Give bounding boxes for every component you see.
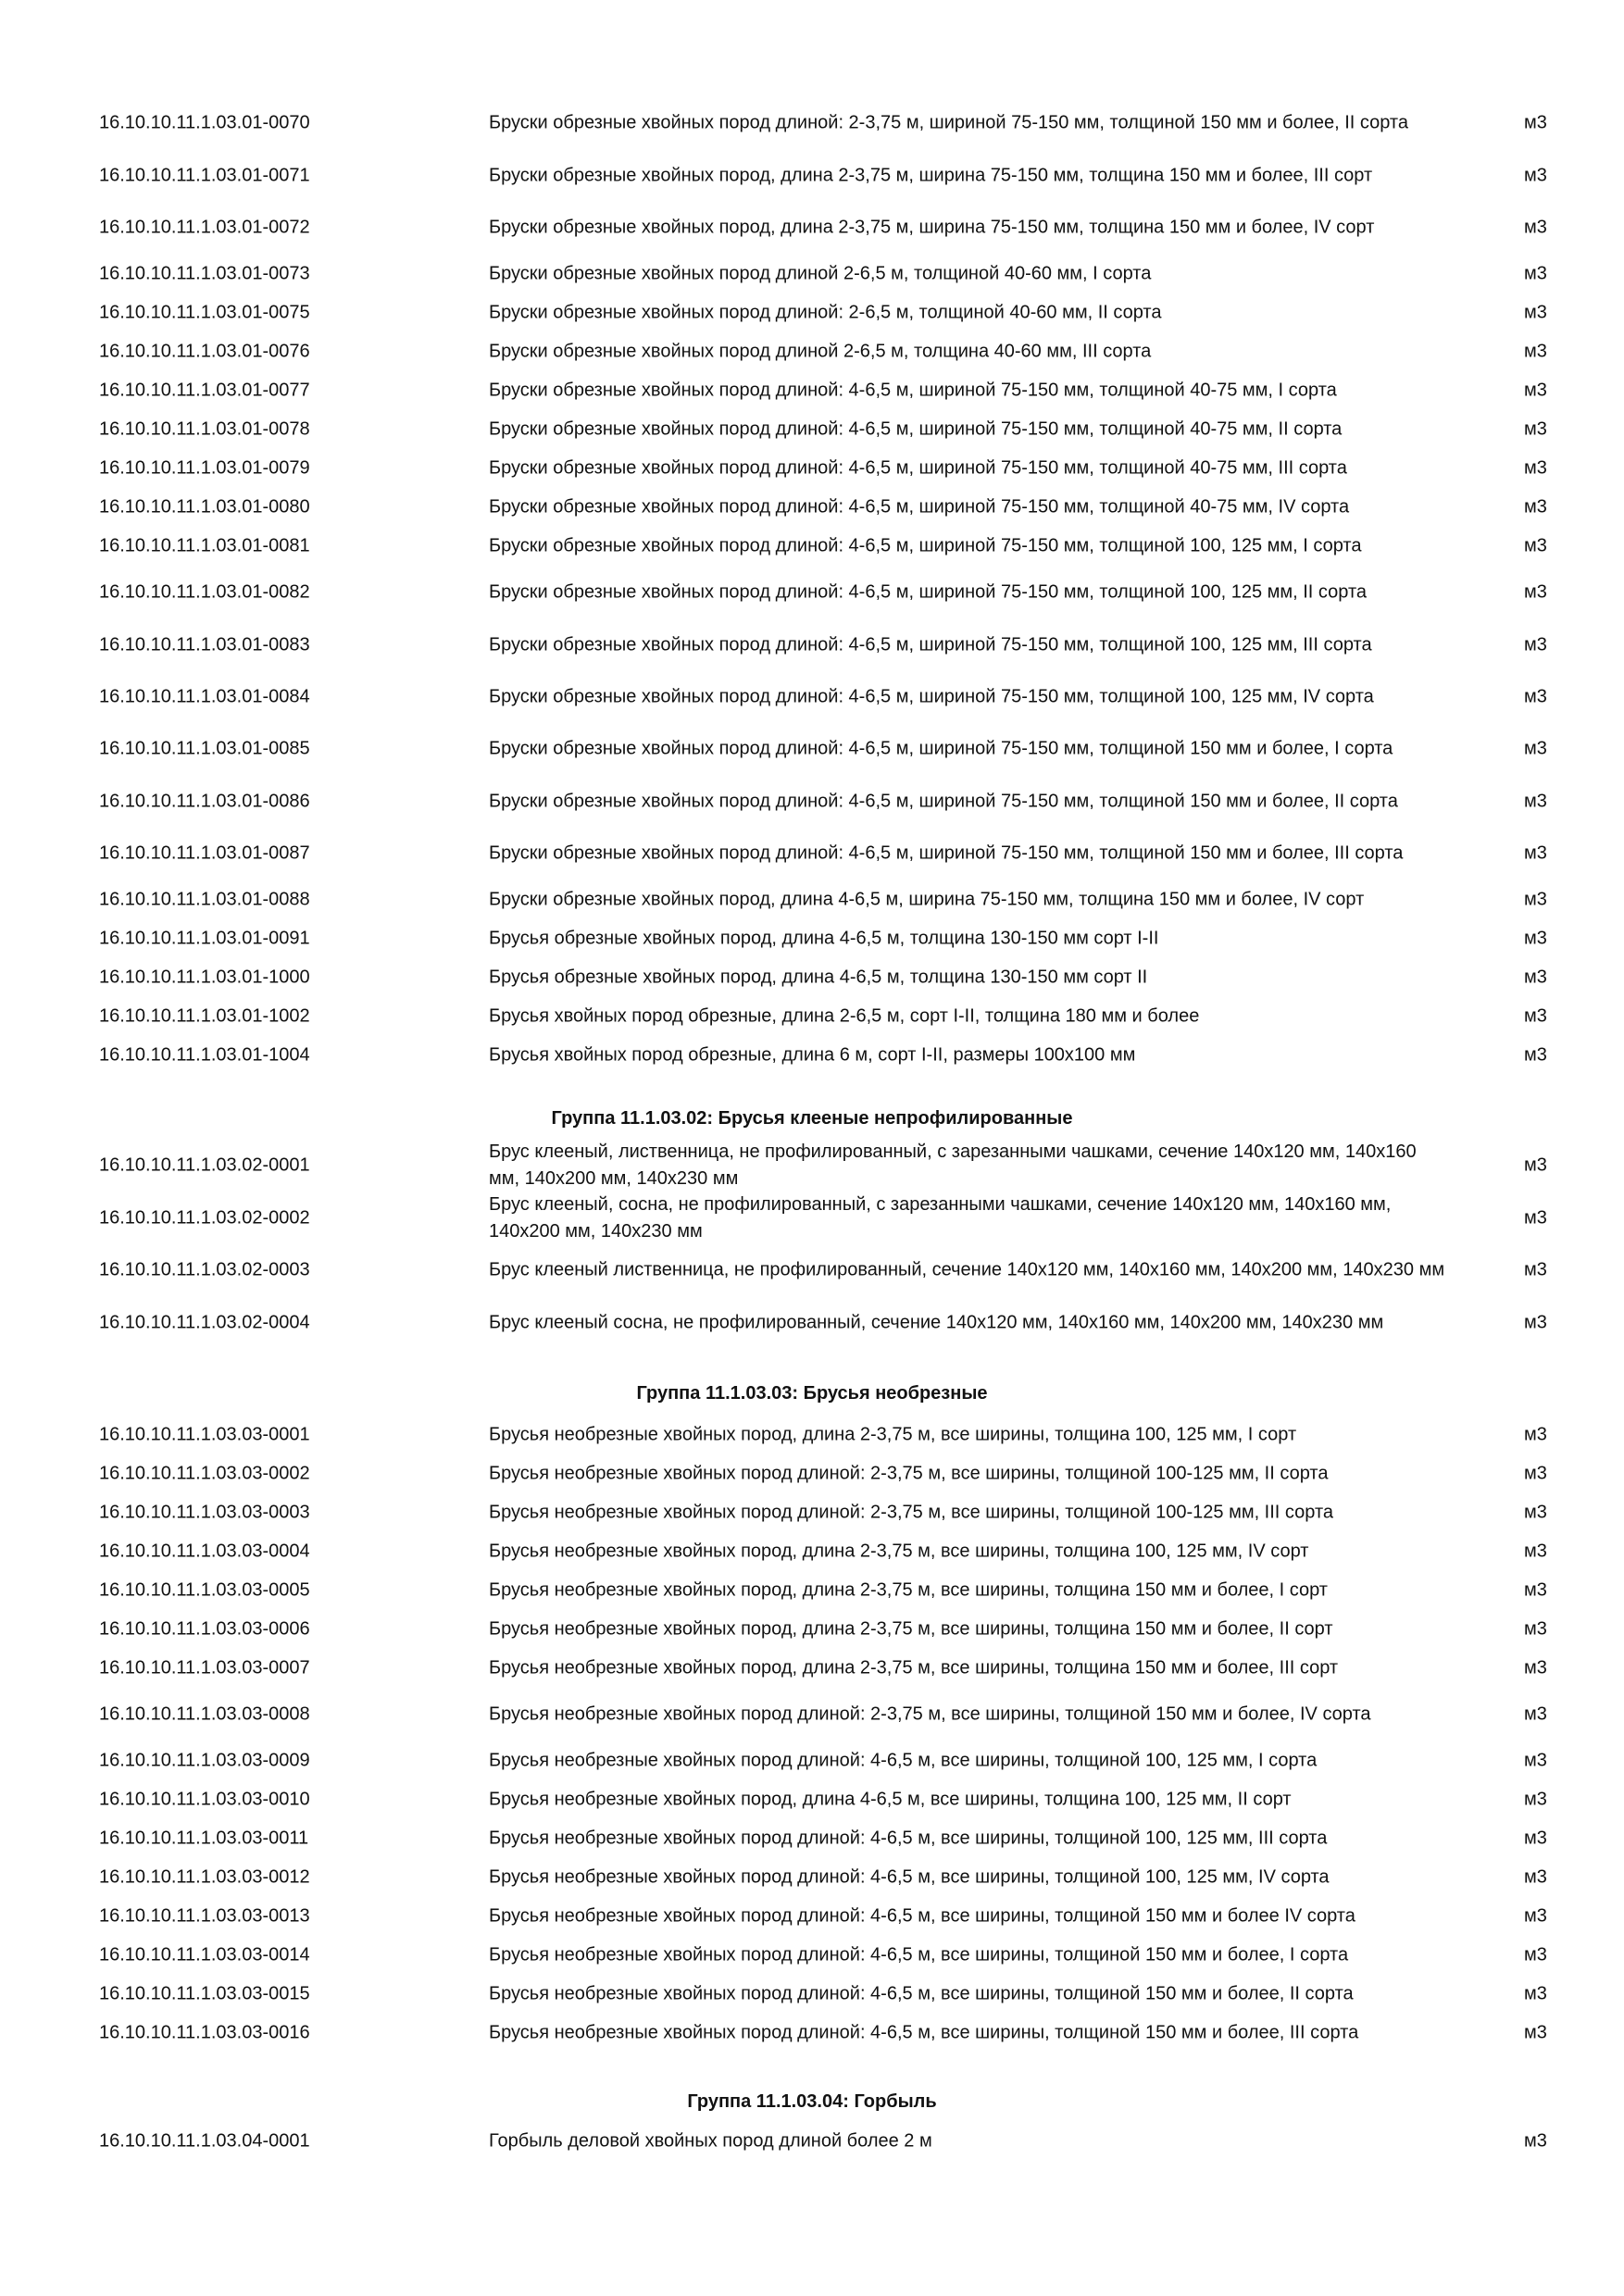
row-code: 16.10.10.11.1.03.03-0014 bbox=[99, 1944, 310, 1965]
row-unit: м3 bbox=[1524, 1983, 1547, 2004]
row-unit: м3 bbox=[1524, 928, 1547, 949]
row-description: Брусья необрезные хвойных пород длиной: 4-6,5 м, все ширины, толщиной 100, 125 мм, IV сорта bbox=[489, 1866, 1330, 1888]
row-description: Бруски обрезные хвойных пород длиной: 2-6,5 м, толщиной 40-60 мм, II сорта bbox=[489, 302, 1162, 323]
row-description: Брусья необрезные хвойных пород длиной: 2-3,75 м, все ширины, толщиной 150 мм и более, IV сорта bbox=[489, 1703, 1371, 1725]
table-row bbox=[0, 1138, 1624, 1193]
row-unit: м3 bbox=[1524, 341, 1547, 362]
row-unit: м3 bbox=[1524, 1154, 1547, 1176]
row-unit: м3 bbox=[1524, 2130, 1547, 2152]
row-unit: м3 bbox=[1524, 842, 1547, 864]
row-code: 16.10.10.11.1.03.01-0070 bbox=[99, 112, 310, 133]
row-code: 16.10.10.11.1.03.01-1000 bbox=[99, 967, 310, 988]
row-description: Брусья необрезные хвойных пород, длина 4-6,5 м, все ширины, толщина 100, 125 мм, II сорт bbox=[489, 1789, 1292, 1810]
row-code: 16.10.10.11.1.03.03-0002 bbox=[99, 1463, 310, 1484]
row-code: 16.10.10.11.1.03.03-0008 bbox=[99, 1703, 310, 1725]
table-row bbox=[0, 2114, 1624, 2169]
row-code: 16.10.10.11.1.03.01-0085 bbox=[99, 738, 310, 759]
row-unit: м3 bbox=[1524, 1866, 1547, 1888]
row-code: 16.10.10.11.1.03.03-0003 bbox=[99, 1502, 310, 1523]
row-code: 16.10.10.11.1.03.03-0006 bbox=[99, 1618, 310, 1640]
row-code: 16.10.10.11.1.03.01-0082 bbox=[99, 581, 310, 603]
row-unit: м3 bbox=[1524, 1044, 1547, 1066]
row-unit: м3 bbox=[1524, 791, 1547, 812]
row-code: 16.10.10.11.1.03.03-0011 bbox=[99, 1828, 309, 1849]
row-description: Брусья необрезные хвойных пород, длина 2-3,75 м, все ширины, толщина 150 мм и более, III сорт bbox=[489, 1657, 1339, 1678]
table-row bbox=[0, 669, 1624, 725]
table-row bbox=[0, 95, 1624, 151]
table-row bbox=[0, 1191, 1624, 1246]
row-code: 16.10.10.11.1.03.01-0081 bbox=[99, 535, 310, 556]
row-code: 16.10.10.11.1.03.01-0077 bbox=[99, 380, 310, 401]
row-unit: м3 bbox=[1524, 581, 1547, 603]
row-description: Брусья необрезные хвойных пород длиной: 4-6,5 м, все ширины, толщиной 150 мм и более, II сорта bbox=[489, 1983, 1354, 2004]
row-description: Бруски обрезные хвойных пород длиной: 4-6,5 м, шириной 75-150 мм, толщиной 40-75 мм, IV сорта bbox=[489, 496, 1350, 518]
row-code: 16.10.10.11.1.03.03-0001 bbox=[99, 1424, 310, 1445]
table-row bbox=[0, 148, 1624, 204]
row-code: 16.10.10.11.1.03.01-1004 bbox=[99, 1044, 310, 1066]
row-description: Бруски обрезные хвойных пород длиной 2-6,5 м, толщиной 40-60 мм, I сорта bbox=[489, 263, 1152, 284]
row-code: 16.10.10.11.1.03.03-0009 bbox=[99, 1750, 310, 1771]
row-unit: м3 bbox=[1524, 535, 1547, 556]
table-row bbox=[0, 721, 1624, 777]
row-unit: м3 bbox=[1524, 380, 1547, 401]
row-description: Бруски обрезные хвойных пород длиной: 2-3,75 м, шириной 75-150 мм, толщиной 150 мм и более, II сорта bbox=[489, 112, 1408, 133]
row-code: 16.10.10.11.1.03.03-0010 bbox=[99, 1789, 310, 1810]
row-description: Брусья необрезные хвойных пород длиной: 2-3,75 м, все ширины, толщиной 100-125 мм, III сорта bbox=[489, 1502, 1334, 1523]
row-description: Бруски обрезные хвойных пород длиной: 4-6,5 м, шириной 75-150 мм, толщиной 100, 125 мм, I сорта bbox=[489, 535, 1362, 556]
row-description: Брусья необрезные хвойных пород, длина 2-3,75 м, все ширины, толщина 150 мм и более, I сорт bbox=[489, 1579, 1328, 1601]
row-code: 16.10.10.11.1.03.03-0016 bbox=[99, 2022, 310, 2043]
row-unit: м3 bbox=[1524, 1618, 1547, 1640]
row-unit: м3 bbox=[1524, 496, 1547, 518]
row-description: Бруски обрезные хвойных пород длиной 2-6,5 м, толщина 40-60 мм, III сорта bbox=[489, 341, 1152, 362]
row-code: 16.10.10.11.1.03.01-0072 bbox=[99, 217, 310, 238]
row-description: Бруски обрезные хвойных пород, длина 4-6,5 м, ширина 75-150 мм, толщина 150 мм и более, IV сорт bbox=[489, 889, 1365, 910]
row-code: 16.10.10.11.1.03.01-0088 bbox=[99, 889, 310, 910]
row-code: 16.10.10.11.1.03.01-0086 bbox=[99, 791, 310, 812]
row-code: 16.10.10.11.1.03.01-0075 bbox=[99, 302, 310, 323]
table-row bbox=[0, 565, 1624, 620]
row-unit: м3 bbox=[1524, 165, 1547, 186]
table-row bbox=[0, 1028, 1624, 1083]
row-unit: м3 bbox=[1524, 457, 1547, 479]
row-unit: м3 bbox=[1524, 1463, 1547, 1484]
row-code: 16.10.10.11.1.03.01-0087 bbox=[99, 842, 310, 864]
row-unit: м3 bbox=[1524, 1944, 1547, 1965]
row-unit: м3 bbox=[1524, 1207, 1547, 1229]
row-code: 16.10.10.11.1.03.03-0013 bbox=[99, 1905, 310, 1927]
row-description: Бруски обрезные хвойных пород длиной: 4-6,5 м, шириной 75-150 мм, толщиной 40-75 мм, II сорта bbox=[489, 418, 1343, 440]
row-code: 16.10.10.11.1.03.01-0080 bbox=[99, 496, 310, 518]
row-unit: м3 bbox=[1524, 634, 1547, 655]
row-unit: м3 bbox=[1524, 1541, 1547, 1562]
row-code: 16.10.10.11.1.03.01-1002 bbox=[99, 1005, 310, 1027]
row-code: 16.10.10.11.1.03.01-0083 bbox=[99, 634, 310, 655]
row-description: Брусья необрезные хвойных пород длиной: 4-6,5 м, все ширины, толщиной 100, 125 мм, I сорта bbox=[489, 1750, 1318, 1771]
row-description: Бруски обрезные хвойных пород длиной: 4-6,5 м, шириной 75-150 мм, толщиной 100, 125 мм, III сорта bbox=[489, 634, 1372, 655]
row-code: 16.10.10.11.1.03.01-0084 bbox=[99, 686, 310, 707]
row-description: Брусья хвойных пород обрезные, длина 2-6,5 м, сорт I-II, толщина 180 мм и более bbox=[489, 1005, 1200, 1027]
row-code: 16.10.10.11.1.03.01-0079 bbox=[99, 457, 310, 479]
row-code: 16.10.10.11.1.03.04-0001 bbox=[99, 2130, 310, 2152]
row-unit: м3 bbox=[1524, 1789, 1547, 1810]
row-description: Бруски обрезные хвойных пород, длина 2-3,75 м, ширина 75-150 мм, толщина 150 мм и более, III сорт bbox=[489, 165, 1373, 186]
row-code: 16.10.10.11.1.03.02-0003 bbox=[99, 1259, 310, 1280]
table-row bbox=[0, 774, 1624, 830]
row-code: 16.10.10.11.1.03.02-0004 bbox=[99, 1312, 310, 1333]
table-row bbox=[0, 2005, 1624, 2061]
row-unit: м3 bbox=[1524, 1657, 1547, 1678]
row-unit: м3 bbox=[1524, 967, 1547, 988]
row-description: Бруски обрезные хвойных пород длиной: 4-6,5 м, шириной 75-150 мм, толщиной 40-75 мм, I сорта bbox=[489, 380, 1337, 401]
row-description: Брусья обрезные хвойных пород, длина 4-6,5 м, толщина 130-150 мм сорт II bbox=[489, 967, 1148, 988]
row-description: Брусья необрезные хвойных пород, длина 2-3,75 м, все ширины, толщина 100, 125 мм, I сорт bbox=[489, 1424, 1297, 1445]
row-unit: м3 bbox=[1524, 2022, 1547, 2043]
row-description: Брусья необрезные хвойных пород длиной: 4-6,5 м, все ширины, толщиной 150 мм и более, I сорта bbox=[489, 1944, 1349, 1965]
row-code: 16.10.10.11.1.03.01-0091 bbox=[99, 928, 310, 949]
row-unit: м3 bbox=[1524, 686, 1547, 707]
row-description: Брусья хвойных пород обрезные, длина 6 м, сорт I-II, размеры 100х100 мм bbox=[489, 1044, 1136, 1066]
row-description: Брусья необрезные хвойных пород длиной: 4-6,5 м, все ширины, толщиной 150 мм и более, III сорта bbox=[489, 2022, 1359, 2043]
row-unit: м3 bbox=[1524, 1312, 1547, 1333]
group-heading: Группа 11.1.03.02: Брусья клееные непрофилированные bbox=[551, 1108, 1073, 1129]
row-code: 16.10.10.11.1.03.03-0012 bbox=[99, 1866, 310, 1888]
row-unit: м3 bbox=[1524, 112, 1547, 133]
row-unit: м3 bbox=[1524, 1905, 1547, 1927]
row-unit: м3 bbox=[1524, 1502, 1547, 1523]
row-description: Брусья обрезные хвойных пород, длина 4-6,5 м, толщина 130-150 мм сорт I-II bbox=[489, 928, 1159, 949]
row-unit: м3 bbox=[1524, 1703, 1547, 1725]
row-code: 16.10.10.11.1.03.01-0076 bbox=[99, 341, 310, 362]
row-unit: м3 bbox=[1524, 889, 1547, 910]
row-unit: м3 bbox=[1524, 263, 1547, 284]
group-heading: Группа 11.1.03.03: Брусья необрезные bbox=[636, 1383, 988, 1404]
row-code: 16.10.10.11.1.03.01-0078 bbox=[99, 418, 310, 440]
row-description: Бруски обрезные хвойных пород длиной: 4-6,5 м, шириной 75-150 мм, толщиной 150 мм и более, II сорта bbox=[489, 791, 1398, 812]
row-code: 16.10.10.11.1.03.01-0073 bbox=[99, 263, 310, 284]
row-description: Брусья необрезные хвойных пород длиной: 2-3,75 м, все ширины, толщиной 100-125 мм, II сорта bbox=[489, 1463, 1329, 1484]
row-code: 16.10.10.11.1.03.02-0002 bbox=[99, 1207, 310, 1229]
row-description: Бруски обрезные хвойных пород длиной: 4-6,5 м, шириной 75-150 мм, толщиной 40-75 мм, III сорта bbox=[489, 457, 1347, 479]
row-unit: м3 bbox=[1524, 1259, 1547, 1280]
row-code: 16.10.10.11.1.03.02-0001 bbox=[99, 1154, 310, 1176]
row-unit: м3 bbox=[1524, 418, 1547, 440]
row-description: Брус клееный сосна, не профилированный, сечение 140х120 мм, 140х160 мм, 140х200 мм, 140х230 мм bbox=[489, 1312, 1384, 1333]
row-description: Бруски обрезные хвойных пород, длина 2-3,75 м, ширина 75-150 мм, толщина 150 мм и более, IV сорт bbox=[489, 217, 1375, 238]
row-description: Бруски обрезные хвойных пород длиной: 4-6,5 м, шириной 75-150 мм, толщиной 100, 125 мм, IV сорта bbox=[489, 686, 1374, 707]
row-description: Брус клееный лиственница, не профилированный, сечение 140х120 мм, 140х160 мм, 140х200 мм, 140х230 мм bbox=[489, 1259, 1445, 1280]
row-description: Брусья необрезные хвойных пород, длина 2-3,75 м, все ширины, толщина 150 мм и более, II сорт bbox=[489, 1618, 1333, 1640]
row-unit: м3 bbox=[1524, 302, 1547, 323]
row-unit: м3 bbox=[1524, 1750, 1547, 1771]
row-description: Брусья необрезные хвойных пород длиной: 4-6,5 м, все ширины, толщиной 150 мм и более IV сорта bbox=[489, 1905, 1355, 1927]
row-description: Бруски обрезные хвойных пород длиной: 4-6,5 м, шириной 75-150 мм, толщиной 150 мм и более, I сорта bbox=[489, 738, 1393, 759]
table-row bbox=[0, 618, 1624, 673]
row-description: Брус клееный, сосна, не профилированный, с зарезанными чашками, сечение 140х120 мм, 140х160 мм, 140х200 мм, 140х230 мм bbox=[489, 1194, 1392, 1242]
row-unit: м3 bbox=[1524, 1579, 1547, 1601]
row-description: Брусья необрезные хвойных пород, длина 2-3,75 м, все ширины, толщина 100, 125 мм, IV сорт bbox=[489, 1541, 1309, 1562]
row-unit: м3 bbox=[1524, 217, 1547, 238]
row-code: 16.10.10.11.1.03.03-0007 bbox=[99, 1657, 310, 1678]
row-code: 16.10.10.11.1.03.03-0005 bbox=[99, 1579, 310, 1601]
row-description: Брус клееный, лиственница, не профилированный, с зарезанными чашками, сечение 140х120 мм, 140х160 мм, 140х200 мм, 140х230 мм bbox=[489, 1142, 1417, 1189]
row-unit: м3 bbox=[1524, 1005, 1547, 1027]
group-heading: Группа 11.1.03.04: Горбыль bbox=[687, 2091, 937, 2112]
row-code: 16.10.10.11.1.03.03-0015 bbox=[99, 1983, 310, 2004]
row-unit: м3 bbox=[1524, 1828, 1547, 1849]
row-description: Брусья необрезные хвойных пород длиной: 4-6,5 м, все ширины, толщиной 100, 125 мм, III сорта bbox=[489, 1828, 1328, 1849]
row-unit: м3 bbox=[1524, 1424, 1547, 1445]
table-row bbox=[0, 1295, 1624, 1351]
row-description: Бруски обрезные хвойных пород длиной: 4-6,5 м, шириной 75-150 мм, толщиной 100, 125 мм, II сорта bbox=[489, 581, 1368, 603]
row-description: Бруски обрезные хвойных пород длиной: 4-6,5 м, шириной 75-150 мм, толщиной 150 мм и более, III сорта bbox=[489, 842, 1404, 864]
row-unit: м3 bbox=[1524, 738, 1547, 759]
row-code: 16.10.10.11.1.03.03-0004 bbox=[99, 1541, 310, 1562]
table-row bbox=[0, 1242, 1624, 1298]
row-code: 16.10.10.11.1.03.01-0071 bbox=[99, 165, 310, 186]
row-description: Горбыль деловой хвойных пород длиной более 2 м bbox=[489, 2130, 932, 2152]
